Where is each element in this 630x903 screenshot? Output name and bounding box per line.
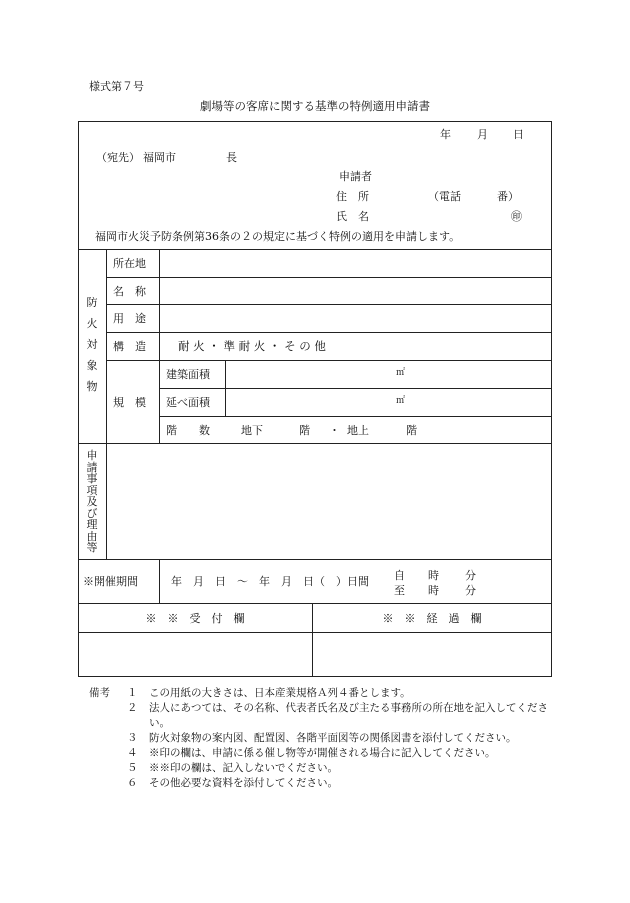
reason-top-border xyxy=(78,443,552,444)
period-to-label: 至 xyxy=(394,584,405,597)
building-area-label: 建築面積 xyxy=(166,368,210,381)
floors-separator: ・ xyxy=(329,424,340,437)
note-item: ４ ※印の欄は、申請に係る催し物等が開催される場合に記入してください。 xyxy=(127,747,496,759)
floor-area-unit: ㎡ xyxy=(396,396,406,406)
location-label: 所在地 xyxy=(113,257,146,270)
row-divider xyxy=(106,360,552,361)
phone-close-label: 番） xyxy=(497,190,519,203)
name-field-label: 名 称 xyxy=(113,285,146,298)
date-month-label: 月 xyxy=(477,128,488,141)
above-ground-label: 地上 xyxy=(347,424,369,437)
period-from-label: 自 xyxy=(394,569,405,582)
period-from-minute: 分 xyxy=(465,569,476,582)
application-statement: 福岡市火災予防条例第36条の２の規定に基づく特例の適用を申請します。 xyxy=(95,230,461,243)
object-field-divider xyxy=(159,249,160,443)
object-section-label: 防 火 対 象 物 xyxy=(86,296,98,393)
addressee-prefix: （宛先） xyxy=(96,151,140,164)
floors-label: 階 数 xyxy=(166,424,210,437)
period-top-border xyxy=(78,559,552,560)
form-number: 様式第７号 xyxy=(89,80,144,93)
use-label: 用 途 xyxy=(113,312,146,325)
footer-top-border xyxy=(78,603,552,604)
period-to-minute: 分 xyxy=(465,584,476,597)
date-day-label: 日 xyxy=(513,128,524,141)
name-label: 氏 名 xyxy=(336,210,369,223)
row-divider xyxy=(106,277,552,278)
reason-section-label: 申 請 事 項 及 び 理 由 等 xyxy=(86,449,98,554)
row-divider xyxy=(159,388,552,389)
basement-label: 地下 xyxy=(241,424,263,437)
scale-label: 規 模 xyxy=(113,396,146,409)
floor-area-label: 延べ面積 xyxy=(166,396,210,409)
object-top-border xyxy=(78,249,552,250)
period-to-hour: 時 xyxy=(428,584,439,597)
addressee-city: 福岡市 xyxy=(143,151,176,164)
seal-mark-icon: ㊞ xyxy=(511,210,522,223)
note-item: ５ ※※印の欄は、記入しないでください。 xyxy=(127,762,338,774)
progress-column-label: ※ ※ 経 過 欄 xyxy=(382,612,482,625)
building-area-unit: ㎡ xyxy=(396,368,406,378)
period-label: ※開催期間 xyxy=(83,575,138,588)
note-item: ６ その他必要な資料を添付してください。 xyxy=(127,777,338,789)
reason-label-divider xyxy=(106,443,107,559)
note-item: ３ 防火対象物の案内図、配置図、各階平面図等の関係図書を添付してください。 xyxy=(127,732,517,744)
row-divider xyxy=(106,304,552,305)
row-divider xyxy=(159,416,552,417)
basement-floor-suffix: 階 xyxy=(299,424,310,437)
addressee-title: 長 xyxy=(226,151,237,164)
period-date-range: 年 月 日 ～ 年 月 日（ ）日間 xyxy=(171,575,369,588)
notes-section xyxy=(89,686,559,791)
applicant-label: 申請者 xyxy=(339,170,372,183)
footer-header-divider xyxy=(78,632,552,633)
form-title: 劇場等の客席に関する基準の特例適用申請書 xyxy=(200,99,430,113)
period-label-divider xyxy=(159,559,160,603)
structure-label: 構 造 xyxy=(113,340,146,353)
object-label-divider xyxy=(106,249,107,443)
structure-options: 耐 火 ・ 準 耐 火 ・ そ の 他 xyxy=(178,339,326,353)
notes-lead: 備考 xyxy=(89,687,110,699)
note-item: ２ 法人にあつては、その名称、代表者氏名及び主たる事務所の所在地を記入してください。 xyxy=(127,702,548,729)
date-year-label: 年 xyxy=(440,128,451,141)
form-frame xyxy=(78,121,552,677)
reception-column-label: ※ ※ 受 付 欄 xyxy=(145,612,245,625)
row-divider xyxy=(106,332,552,333)
above-floor-suffix: 階 xyxy=(406,424,417,437)
period-from-hour: 時 xyxy=(428,569,439,582)
phone-open-label: （電話 xyxy=(428,190,461,203)
note-item: 備考 １ この用紙の大きさは、日本産業規格Ａ列４番とします。 xyxy=(89,687,411,699)
address-label: 住 所 xyxy=(336,190,369,203)
